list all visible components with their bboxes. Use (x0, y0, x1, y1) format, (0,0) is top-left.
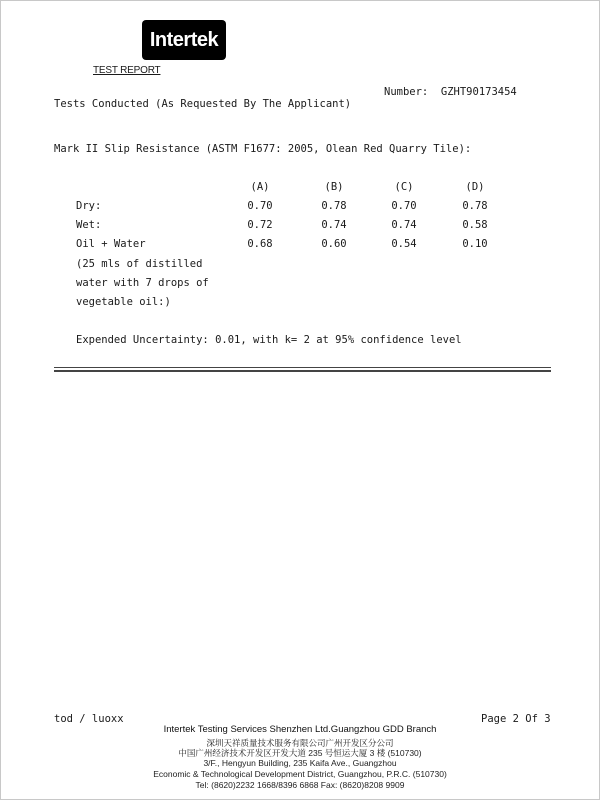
address-chinese: 中国广州经济技术开发区开发大道 235 号恒运大厦 3 楼 (510730) (178, 748, 422, 758)
section-divider (54, 367, 551, 372)
intertek-logo: Intertek (142, 20, 226, 60)
contact-line: Tel: (8620)2232 1668/8396 6868 Fax: (8620)8208 9909 (195, 780, 405, 790)
expanded-uncertainty: Expended Uncertainty: 0.01, with k= 2 at 95% confidence level (76, 334, 462, 346)
company-name: Intertek Testing Services Shenzhen Ltd.Guangzhou GDD Branch (163, 724, 437, 735)
oil-water-note-line: water with 7 drops of (76, 277, 209, 289)
cell-value: 0.74 (321, 219, 347, 231)
cell-value: 0.74 (391, 219, 417, 231)
cell-value: 0.54 (391, 238, 417, 250)
column-header-b: (B) (324, 181, 344, 193)
row-label-wet: Wet: (76, 219, 102, 231)
address-line-2: Economic & Technological Development District, Guangzhou, P.R.C. (510730) (153, 769, 447, 779)
cell-value: 0.78 (462, 200, 488, 212)
cell-value: 0.72 (247, 219, 273, 231)
cell-value: 0.70 (391, 200, 417, 212)
cell-value: 0.60 (321, 238, 347, 250)
report-number: Number: GZHT90173454 (384, 86, 517, 98)
cell-value: 0.58 (462, 219, 488, 231)
column-header-a: (A) (250, 181, 270, 193)
author-initials: tod / luoxx (54, 713, 124, 725)
cell-value: 0.10 (462, 238, 488, 250)
cell-value: 0.78 (321, 200, 347, 212)
cell-value: 0.70 (247, 200, 273, 212)
address-line-1: 3/F., Hengyun Building, 235 Kaifa Ave., Guangzhou (203, 758, 397, 768)
page-number: Page 2 Of 3 (481, 713, 551, 725)
oil-water-note-line: (25 mls of distilled (76, 258, 203, 270)
cell-value: 0.68 (247, 238, 273, 250)
row-label-oil-water: Oil + Water (76, 238, 146, 250)
oil-water-note-line: vegetable oil:) (76, 296, 171, 308)
column-header-c: (C) (394, 181, 414, 193)
row-label-dry: Dry: (76, 200, 102, 212)
test-method-title: Mark II Slip Resistance (ASTM F1677: 2005, Olean Red Quarry Tile): (54, 143, 472, 155)
column-header-d: (D) (465, 181, 485, 193)
company-name-chinese: 深圳天祥质量技术服务有限公司广州开发区分公司 (206, 738, 394, 748)
tests-conducted-heading: Tests Conducted (As Requested By The Applicant) (54, 98, 352, 110)
report-title: TEST REPORT (93, 65, 161, 76)
